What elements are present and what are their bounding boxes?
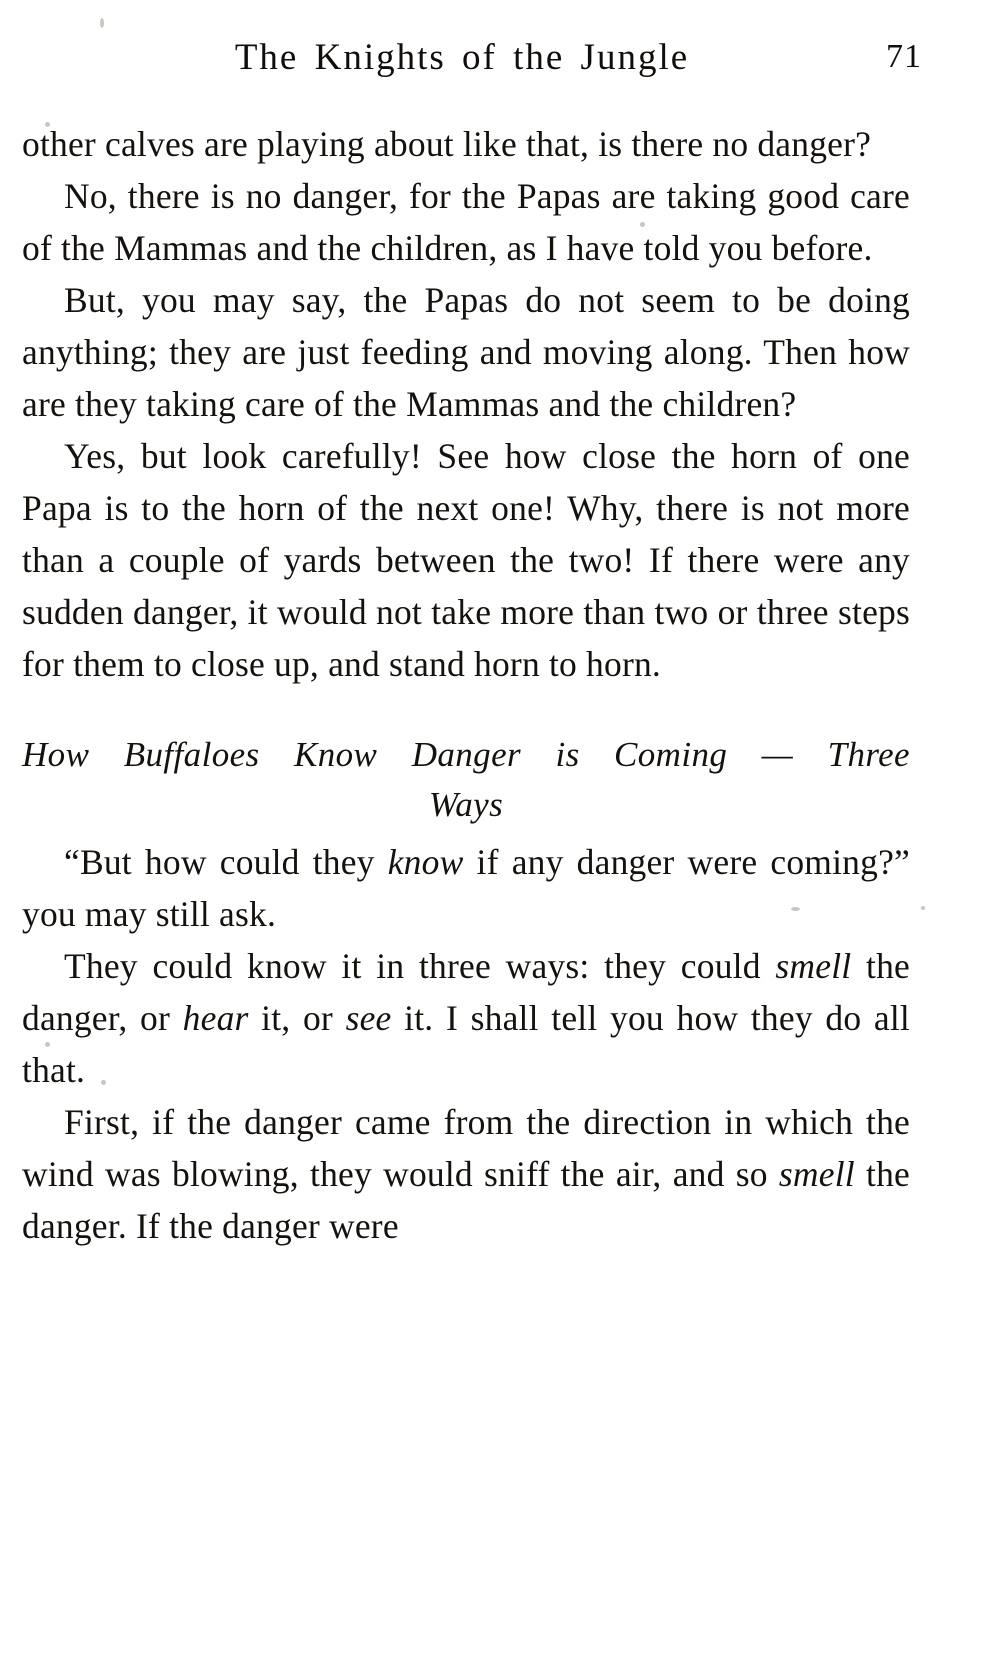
page-title: The Knights of the Jungle xyxy=(234,37,690,78)
text-run-italic: smell xyxy=(775,946,852,986)
text-run: They could know it in three ways: they could xyxy=(64,946,776,986)
text-run-italic: know xyxy=(387,842,464,882)
text-run: it. I shall tell you how they do all that. xyxy=(22,998,910,1090)
paragraph: No, there is no danger, for the Papas are taking good care of the Mammas and the children, as I have told you before. xyxy=(22,176,910,268)
text-run-italic: hear xyxy=(182,998,249,1038)
text-run: it, or xyxy=(248,998,346,1038)
scan-speck xyxy=(921,906,925,910)
paragraph xyxy=(22,940,910,1096)
section-subheading xyxy=(22,730,910,830)
page-number: 71 xyxy=(886,38,922,75)
running-head xyxy=(22,36,922,92)
subheading-line-1: How Buffaloes Know Danger is Coming — Three xyxy=(22,735,910,774)
paragraph: But, you may say, the Papas do not seem to be doing anything; they are just feeding and moving along. Then how are they taking care of the Mammas and the children? xyxy=(22,280,910,424)
text-run: “But how could they xyxy=(64,842,388,882)
text-run: First, if the danger came from the direction in which the wind was blowing, they would sniff the air, and so xyxy=(22,1102,910,1194)
scan-speck xyxy=(100,18,104,28)
paragraph: other calves are playing about like that, is there no danger? xyxy=(22,124,872,164)
text-run: the danger, or xyxy=(22,946,911,1038)
paragraph: Yes, but look carefully! See how close the horn of one Papa is to the horn of the next one! Why, there is not more than a couple of yards between the two! If there were any sudden danger, it would not take more than two or three steps for them to close up, and stand horn to horn. xyxy=(22,436,910,684)
paragraph xyxy=(22,1096,910,1252)
body-text xyxy=(22,118,910,1252)
paragraph xyxy=(22,836,910,940)
text-run: the danger. If the danger were xyxy=(22,1154,910,1246)
text-run: if any danger were coming?” you may still ask. xyxy=(22,842,910,934)
subheading-line-2: Ways xyxy=(428,785,504,824)
text-run-italic: see xyxy=(345,998,392,1038)
text-run-italic: smell xyxy=(778,1154,855,1194)
